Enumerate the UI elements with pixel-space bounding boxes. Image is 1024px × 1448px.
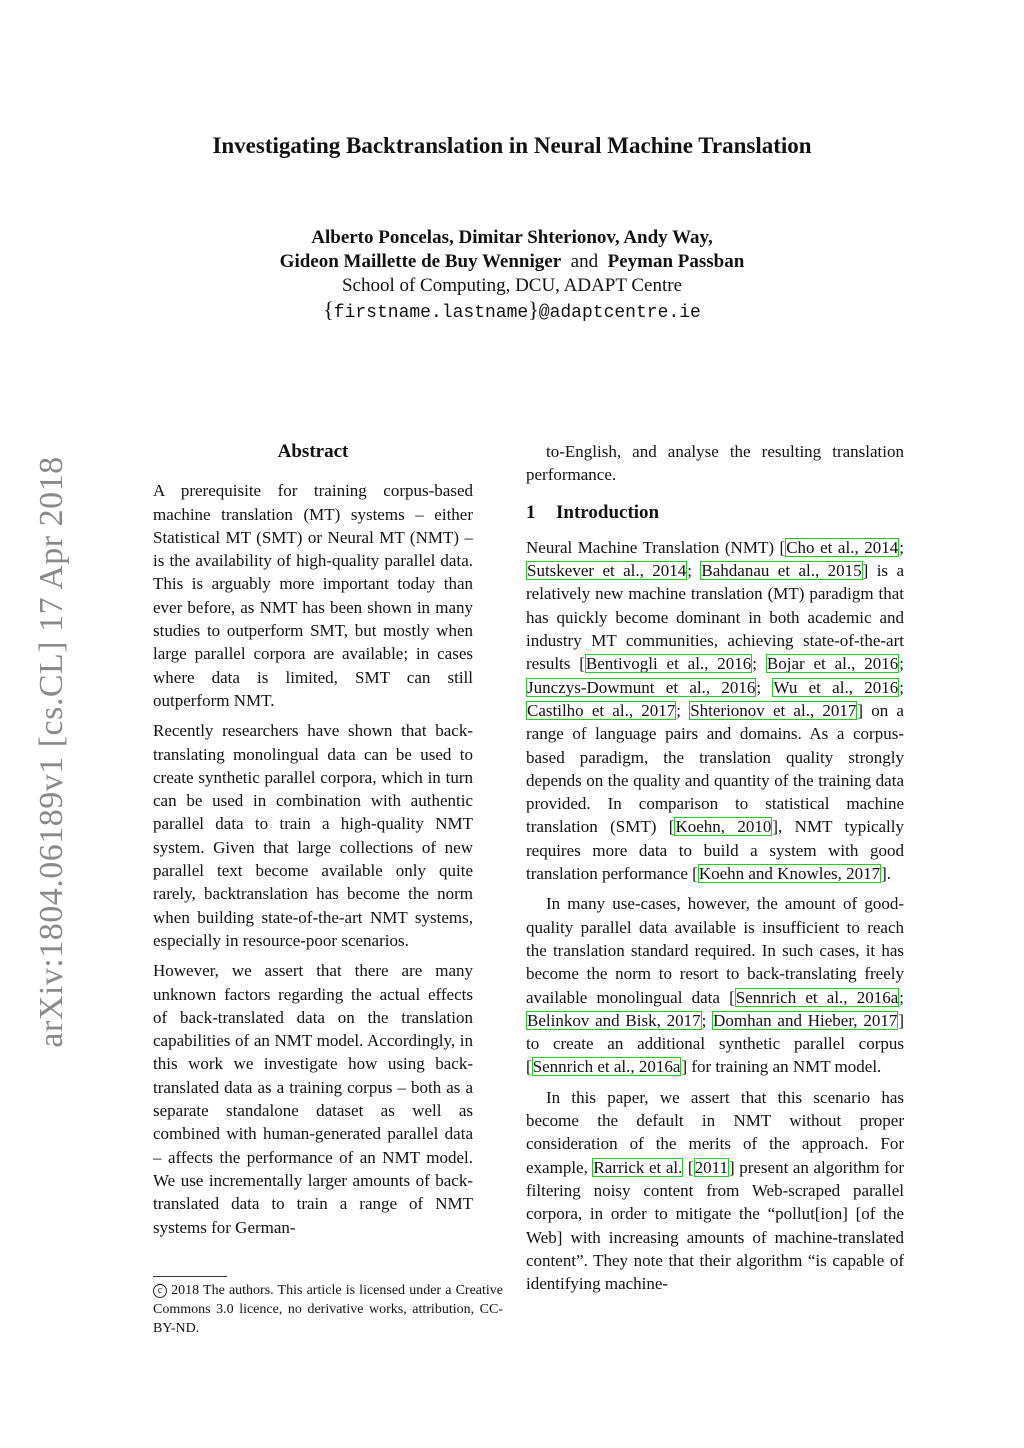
citation-link[interactable]: Junczys-Dowmunt et al., 2016 (527, 677, 756, 697)
footnote-rule (153, 1276, 227, 1277)
text-run: Neural Machine Translation (NMT) [ (526, 537, 786, 557)
right-column (526, 440, 904, 1302)
footnote-text: 2018 The authors. This article is licensed under a Creative Commons 3.0 licence, no derivative works, attribution, CC-BY-ND. (153, 1283, 503, 1336)
citation-link[interactable]: Bojar et al., 2016 (766, 654, 899, 674)
abstract-heading: Abstract (277, 441, 349, 462)
citation-link[interactable]: Bahdanau et al., 2015 (701, 561, 862, 581)
text-run: ; (756, 677, 773, 697)
citation-link[interactable]: Bentivogli et al., 2016 (585, 654, 752, 674)
text-run: [ (683, 1157, 694, 1177)
citation-link[interactable]: Wu et al., 2016 (773, 677, 899, 697)
citation-link[interactable]: 2011 (694, 1157, 728, 1177)
text-run: ; (899, 677, 904, 697)
email-domain: @adaptcentre.ie (538, 303, 701, 323)
text-run: ], NMT typically requires more data to build a system with good translation performance [ (526, 817, 904, 884)
email-name: firstname.lastname (333, 303, 529, 323)
abstract-continuation: to-English, and analyse the resulting translation performance. (526, 442, 904, 485)
author-passban: Peyman Passban (607, 251, 745, 272)
abstract-paragraph-2: Recently researchers have shown that back-translating monolingual data can be used to create synthetic parallel corpora, which in turn can be used in combination with authentic parallel data to train a high-quality NMT system. Given that large collections of new parallel text become available only quite rarely, backtranslation has become the norm when building state-of-the-art NMT systems, especially in resource-poor scenarios. (153, 721, 473, 950)
authors-and: and (570, 251, 599, 272)
section-number: 1 (526, 501, 536, 523)
intro-paragraph-1 (526, 536, 904, 885)
author-block (0, 226, 1024, 325)
text-run: ]. (881, 864, 892, 884)
text-run: ; (899, 537, 904, 557)
text-run: ] present an algorithm for filtering noisy content from Web-scraped parallel corpora, in order to mitigate the “pollut[ion] [of the Web] with increasing amounts of machine-translated content”. They note that their algorithm “is capable of identifying machine- (526, 1157, 904, 1294)
affiliation: School of Computing, DCU, ADAPT Centre (341, 275, 683, 296)
citation-link[interactable]: Koehn, 2010 (675, 817, 772, 837)
citation-link[interactable]: Shterionov et al., 2017 (690, 700, 857, 720)
intro-paragraph-2 (526, 892, 904, 1078)
text-run: ; (701, 1010, 713, 1030)
citation-link[interactable]: Sennrich et al., 2016a (532, 1057, 681, 1077)
text-run: In many use-cases, however, the amount of good-quality parallel data available is insufficient to reach the translation standard required. In such cases, it has become the norm to resort to back-translating freely available monolingual data [ (526, 894, 904, 1007)
email (0, 298, 1024, 325)
arxiv-stamp: arXiv:1804.06189v1 [cs.CL] 17 Apr 2018 (33, 456, 70, 1048)
citation-link[interactable]: Sutskever et al., 2014 (527, 561, 687, 581)
citation-link[interactable]: Rarrick et al. (593, 1157, 683, 1177)
authors-line-1: Alberto Poncelas, Dimitar Shterionov, Andy Way, (311, 227, 713, 248)
text-run: ] to create an additional synthetic parallel corpus [ (526, 1010, 904, 1077)
authors-line-2 (0, 250, 1024, 274)
text-run: ; (676, 700, 690, 720)
email-brace-open: { (323, 297, 334, 322)
citation-link[interactable]: Castilho et al., 2017 (527, 700, 676, 720)
text-run: ; (899, 654, 904, 674)
email-brace-close: } (528, 297, 539, 322)
author-wenniger: Gideon Maillette de Buy Wenniger (279, 251, 562, 272)
text-run: ] on a range of language pairs and domains. As a corpus-based paradigm, the translation quality strongly depends on the quality and quantity of the training data provided. In comparison to statistical machine translation (SMT) [ (526, 700, 904, 837)
citation-link[interactable]: Cho et al., 2014 (786, 537, 899, 557)
text-run: ; (752, 654, 766, 674)
footnote (153, 1281, 503, 1338)
copyright-symbol: c (153, 1284, 167, 1298)
citation-link[interactable]: Domhan and Hieber, 2017 (713, 1010, 898, 1030)
text-run: ] is a relatively new machine translation (MT) paradigm that has quickly become dominant in both academic and industry MT communities, achieving state-of-the-art results [ (526, 561, 904, 674)
paper-title: Investigating Backtranslation in Neural Machine Translation (212, 133, 812, 158)
citation-link[interactable]: Koehn and Knowles, 2017 (698, 864, 881, 884)
citation-link[interactable]: Belinkov and Bisk, 2017 (527, 1010, 701, 1030)
citation-link[interactable]: Sennrich et al., 2016a (735, 987, 899, 1007)
text-run: ; (687, 561, 701, 581)
section-title: Introduction (556, 501, 660, 523)
left-column (153, 440, 473, 1246)
abstract-paragraph-3: However, we assert that there are many unknown factors regarding the actual effects of back-translated data on the translation capabilities of an NMT model. Accordingly, in this work we investigate how using back-translated data as a training corpus – both as a separate standalone dataset as well as combined with human-generated parallel data – affects the performance of an NMT model. We use incrementally larger amounts of back-translated data to train a range of NMT systems for German- (153, 961, 473, 1237)
text-run: ] for training an NMT model. (681, 1057, 882, 1077)
section-heading-introduction (526, 501, 904, 524)
abstract-paragraph-1: A prerequisite for training corpus-based machine translation (MT) systems – either Statistical MT (SMT) or Neural MT (NMT) – is the availability of high-quality parallel data. This is arguably more important today than ever before, as NMT has been shown in many studies to outperform SMT, but mostly when large parallel corpora are available; in cases where data is limited, SMT can still outperform NMT. (153, 481, 473, 710)
text-run: In this paper, we assert that this scenario has become the default in NMT without proper consideration of the merits of the approach. For example, (526, 1087, 904, 1177)
text-run: ; (899, 987, 905, 1007)
intro-paragraph-3 (526, 1086, 904, 1296)
